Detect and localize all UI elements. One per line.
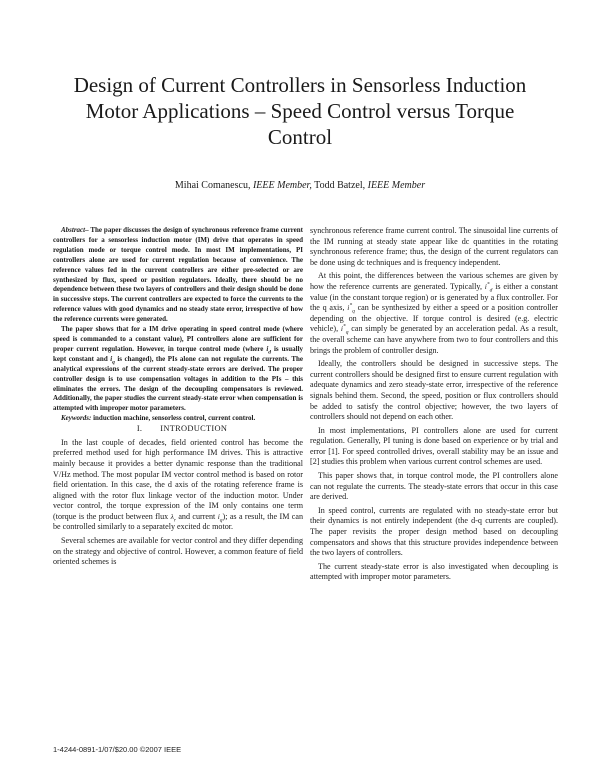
- abstract: [53, 226, 303, 424]
- symbol-lambda-r: $\lambda_r$: [170, 511, 176, 524]
- symbol-iq: $i_q$: [110, 354, 115, 366]
- keywords-text: induction machine, sensorless control, current control.: [93, 414, 256, 423]
- abstract-lead: Abstract: [61, 226, 86, 234]
- author-2-name: Todd Batzel,: [314, 180, 366, 191]
- paper-title: Design of Current Controllers in Sensorless Induction Motor Applications – Speed Control versus Torque Control: [73, 73, 527, 149]
- right-paragraph-2: At this point, the differences between the various schemes are given by how the reference currents are generated. Typically, $i^*_d$ is either a constant value (in the constant torque region) or is generated by a flux controller. For the q axis, $i^*_q$ can be synthesized by either a speed or a position controller depending on the objective. If torque control is desired (e.g. electric vehicle), $i^*_q$ can simply be generated by an acceleration pedal. As a result, the overall scheme can have anywhere from two to four controllers and this brings the problem of controller design.: [310, 271, 559, 355]
- right-paragraph-5: This paper shows that, in torque control mode, the PI controllers alone can not regulate the currents. The steady-state errors that occur in this case are derived.: [310, 471, 558, 502]
- intro-paragraph-1: In the last couple of decades, field oriented control has become the preferred method used for high performance IM drives. This is attractive mainly because it provides a better dynamic response than the traditional V/Hz method. The most popular IM vector control method is based on rotor field orientation. In this case, the d axis of the rotating reference frame is aligned with the rotor flux linkage vector of the induction motor. Under vector control, the torque expression of the IM only contains one term (torque is the product between flux $\lambda_r$ and current $i_q$); as a result, the IM can be controlled similarly to a separately excited dc motor.: [53, 437, 303, 532]
- abstract-paragraph-1: [53, 226, 303, 325]
- symbol-id: $i_d$: [266, 344, 272, 356]
- abstract-text-1: – The paper discusses the design of synchronous reference frame current controllers for a sensorless induction motor (IM) drive that operates in speed regulation mode or torque control mode. In most IM implementations, PI controllers alone are used for current regulation because of convenience. The reference values fed in the current controllers are either pre-selected or are synthesized by flux, speed or position regulators. Ideally, there should be no dependence between these two layers of controllers and their design should be done in successive steps. The current controllers are expected to force the currents to the reference values with good dynamics and no steady state error, irrespective of how the reference currents were generated.: [53, 226, 303, 324]
- abstract-text-2c: is changed), the PIs alone can not regulate the currents. The analytical expressions of the current steady-state errors are derived. The proper controller design is to use compensation voltages in addition to the PIs – this eliminates the errors. The design of the decoupling compensators is reviewed. Additionally, the paper studies the current steady-state error when compensation is attempted with improper motor parameters.: [53, 354, 303, 413]
- keywords-lead: Keywords:: [61, 414, 92, 423]
- symbol-iq: $i_q$: [217, 511, 223, 524]
- symbol-iq-ref: $i^*_q$: [340, 323, 349, 336]
- intro-paragraph-2: Several schemes are available for vector control and they differ depending on the strategy and objective of control. However, a common feature of field oriented schemes is: [53, 536, 303, 567]
- author-2-role: IEEE Member: [367, 180, 426, 191]
- symbol-id-ref: $i^*_d$: [484, 281, 493, 294]
- keywords: [53, 414, 303, 424]
- right-paragraph-7: The current steady-state error is also investigated when decoupling is attempted with improper motor parameters.: [310, 561, 558, 582]
- right-paragraph-1: synchronous reference frame current control. The sinusoidal line currents of the IM running at steady state appear like dc quantities in the rotating synchronous reference frame; thus, the design of the current regulators can be done using dc techniques and is frequency independent.: [310, 226, 558, 267]
- section-heading-introduction: I. INTRODUCTION: [136, 424, 228, 434]
- abstract-text-2a: The paper shows that for a IM drive operating in speed control mode (where speed is commanded to a constant value), PI controllers alone are sufficient for proper current regulation. However, in torque control mode (where: [53, 325, 303, 353]
- author-1-role: IEEE Member,: [252, 180, 312, 191]
- right-column: [310, 226, 558, 586]
- right-paragraph-4: In most implementations, PI controllers alone are used for current regulation. Generally, PI tuning is done based on experience or by trial and error [1]. For speed controlled drives, overall stability may be an issue and [2] studies this problem when various current control schemes are used.: [310, 425, 558, 467]
- right-paragraph-6: In speed control, currents are regulated with no steady-state error but their dynamics is not entirely independent (the d-q currents are coupled). The paper revisits the proper design method based on decoupling compensators and shows that this structure provides independence between the two layers of controllers.: [310, 505, 558, 558]
- author-line: [60, 180, 540, 191]
- abstract-paragraph-2: [53, 325, 303, 414]
- copyright-footer: 1-4244-0891-1/07/$20.00 ©2007 IEEE: [53, 745, 182, 754]
- symbol-iq-ref: $i^*_q$: [347, 302, 355, 315]
- right-paragraph-3: Ideally, the controllers should be designed in successive steps. The current controllers should be designed first to ensure current regulation with adequate dynamics and zero steady-state error, irrespective of the reference signals behind them. Second, the speed, position or flux controllers should be added to satisfy the control objective; however, the two layers of controllers should not depend on each other.: [310, 359, 558, 422]
- left-column: [53, 226, 303, 571]
- author-1-name: Mihai Comanescu,: [174, 180, 251, 191]
- abstract-text-2b: is usually kept constant and: [53, 344, 304, 363]
